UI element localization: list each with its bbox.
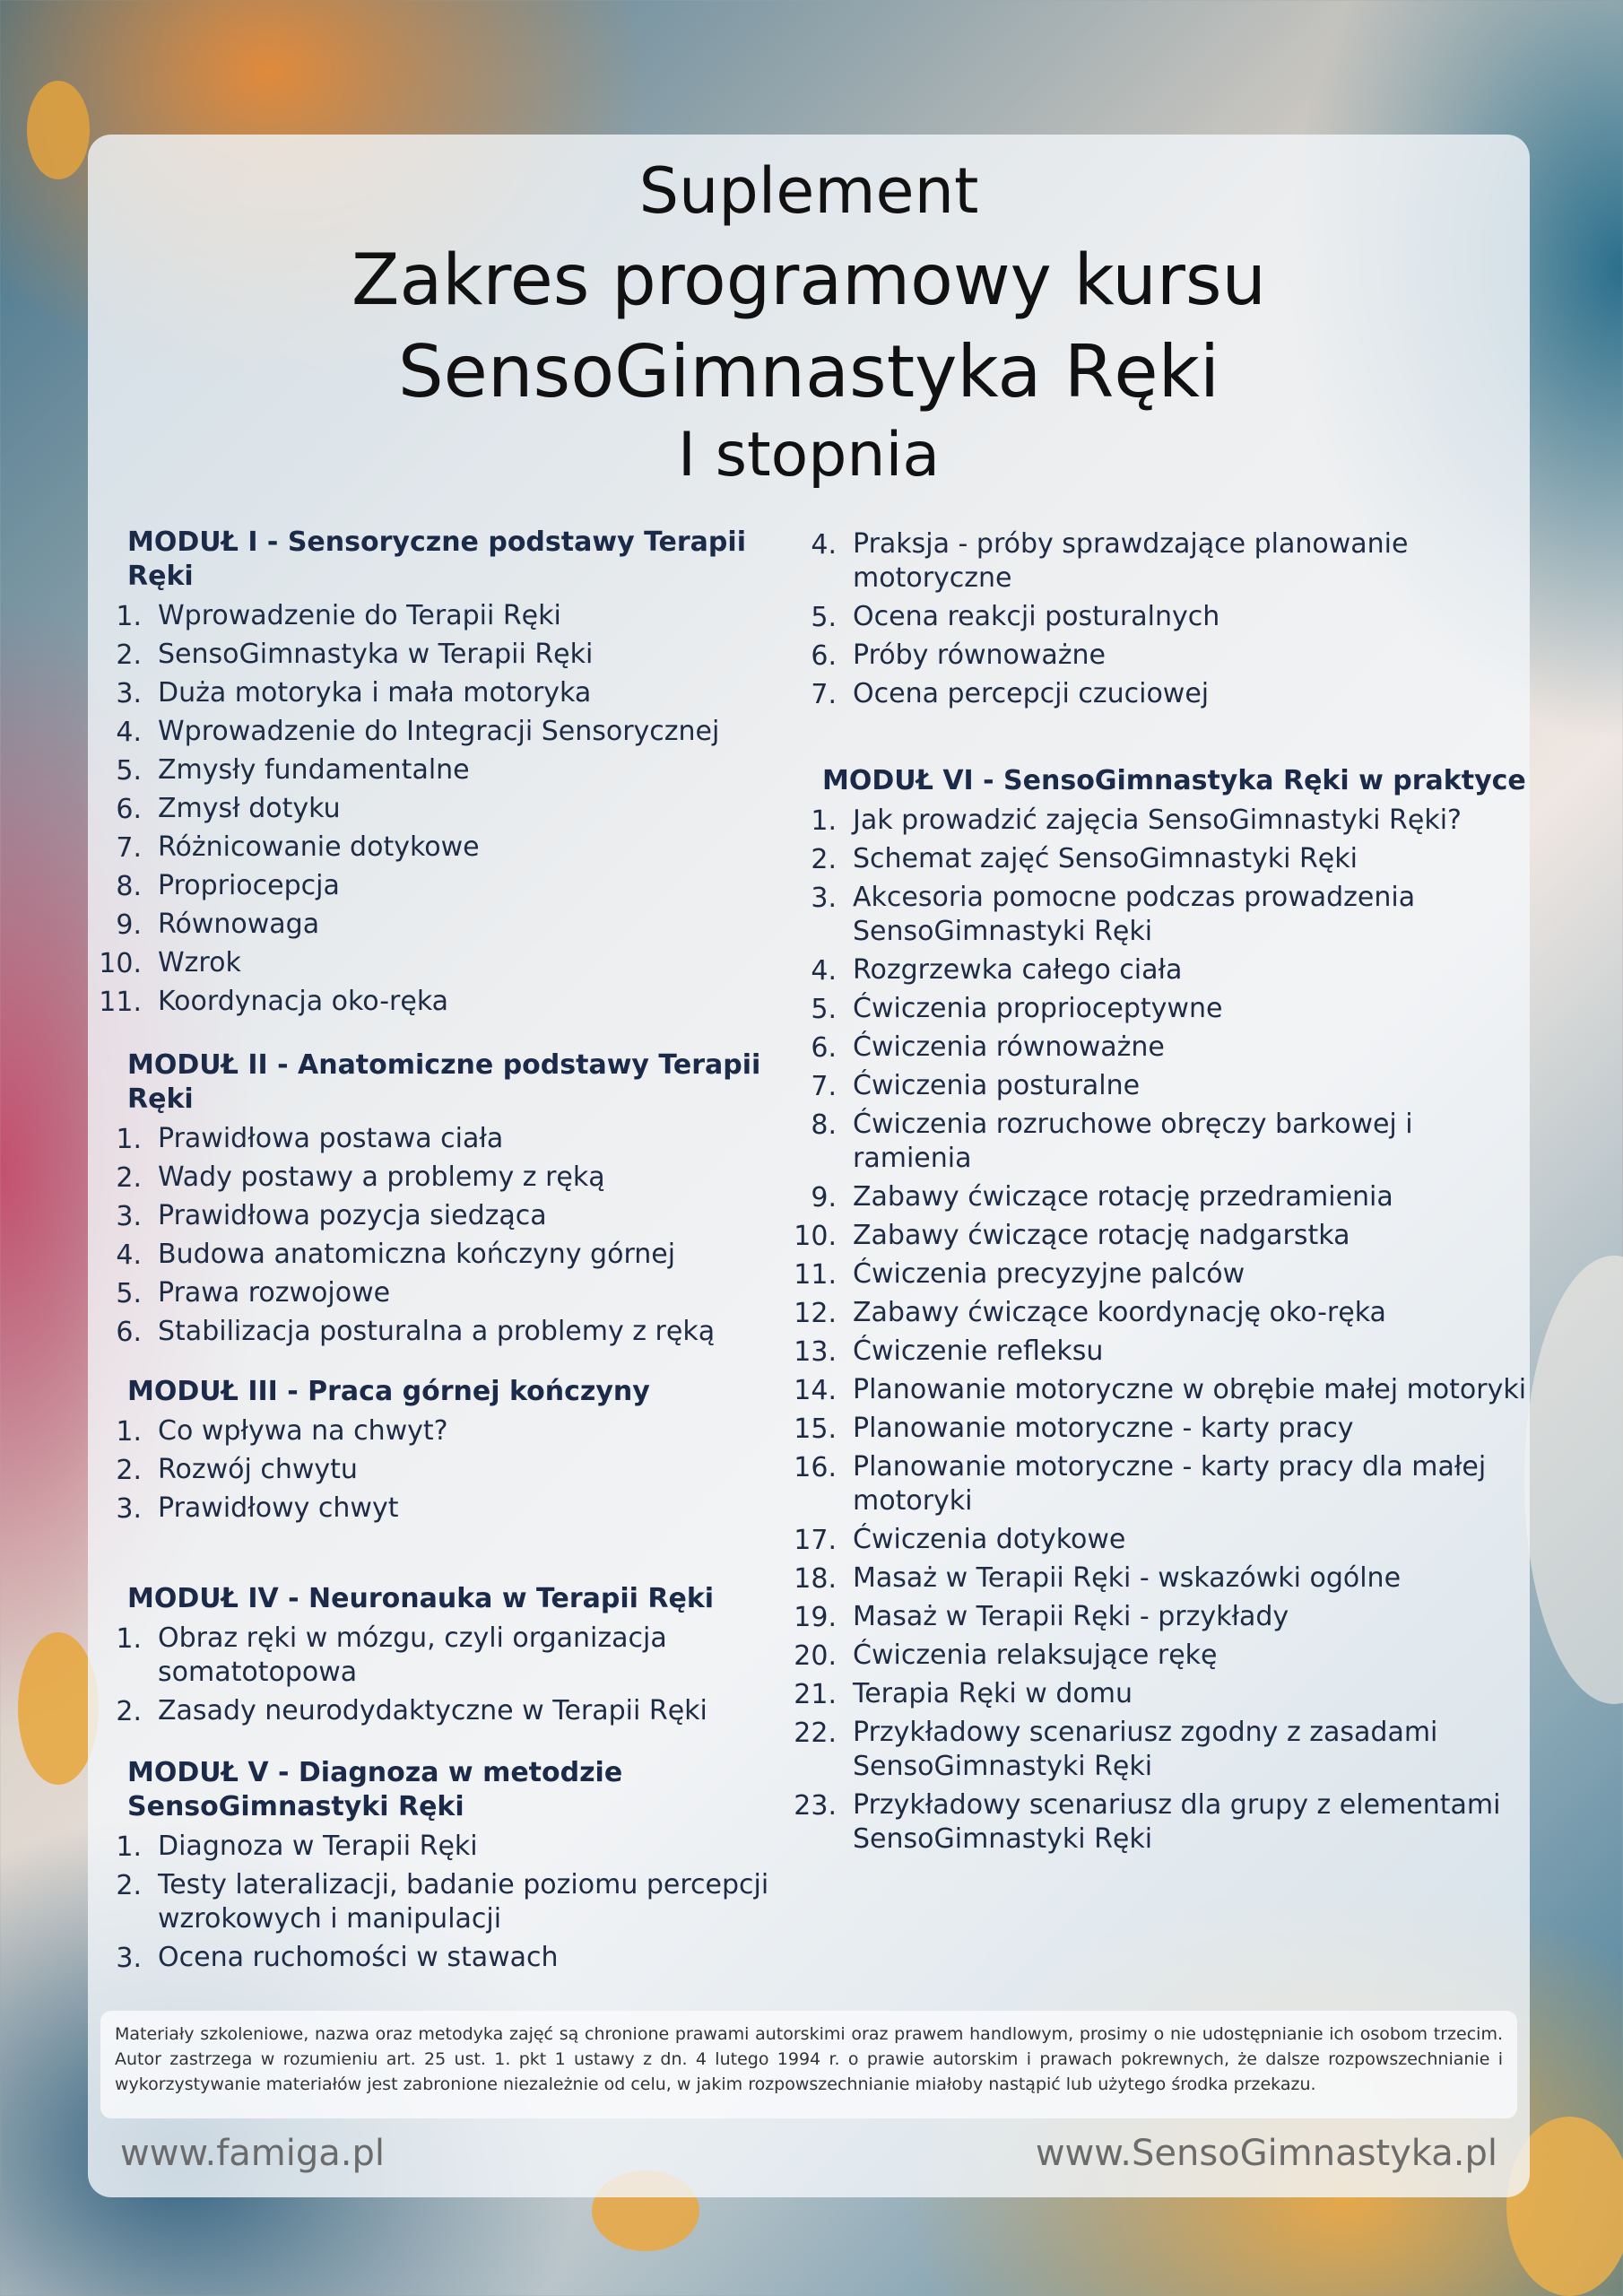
list-item	[783, 1637, 1527, 1675]
list-item-text: Co wpływa na chwyt?	[158, 1415, 448, 1447]
list-item	[783, 675, 1527, 714]
list-item-number: 11.	[794, 1259, 837, 1291]
list-item-number: 9.	[116, 909, 142, 941]
list-item	[88, 1490, 787, 1528]
module-heading: MODUŁ I - Sensoryczne podstawy Terapii Ręki	[127, 526, 746, 592]
list-item	[783, 879, 1527, 952]
list-item	[88, 1413, 787, 1451]
module-section	[88, 1048, 787, 1352]
list-item	[88, 713, 787, 752]
list-item-number: 7.	[811, 1071, 837, 1102]
list-item-text: Budowa anatomiczna kończyny górnej	[158, 1239, 676, 1270]
list-item-number: 5.	[116, 755, 142, 787]
module-heading: MODUŁ II - Anatomiczne podstawy Terapii Ręki	[127, 1049, 761, 1115]
list-item-number: 1.	[116, 1124, 142, 1155]
list-item-number: 2.	[116, 1870, 142, 1901]
list-item-number: 4.	[116, 1239, 142, 1271]
list-item	[783, 1294, 1527, 1333]
list-item-text: Ocena ruchomości w stawach	[158, 1942, 559, 1973]
list-item-text: Planowanie motoryczne - karty pracy dla małej motoryki	[853, 1451, 1487, 1517]
list-item-text: Masaż w Terapii Ręki - przykłady	[853, 1601, 1289, 1632]
list-item-text: Ocena reakcji posturalnych	[853, 601, 1220, 632]
list-item-number: 1.	[116, 1831, 142, 1863]
list-item-number: 7.	[811, 679, 837, 710]
module-section	[88, 526, 787, 1022]
list-item	[88, 674, 787, 713]
list-item	[783, 1371, 1527, 1410]
list-item-text: Duża motoryka i mała motoryka	[158, 677, 592, 709]
list-item	[783, 802, 1527, 840]
list-item-text: Akcesoria pomocne podczas prowadzenia SensoGimnastyki Ręki	[853, 882, 1416, 947]
list-item-text: Rozgrzewka całego ciała	[853, 954, 1183, 986]
footer-link-famiga[interactable]: www.famiga.pl	[120, 2133, 385, 2174]
module-section	[783, 526, 1527, 714]
list-item-number: 2.	[116, 639, 142, 671]
list-item-number: 14.	[794, 1375, 837, 1406]
list-item	[783, 840, 1527, 879]
list-item-number: 12.	[794, 1298, 837, 1329]
list-item	[88, 1828, 787, 1866]
list-item-number: 4.	[116, 717, 142, 748]
list-item-text: Wzrok	[158, 947, 241, 978]
list-item-text: Zmysły fundamentalne	[158, 754, 470, 786]
list-item-number: 3.	[116, 1493, 142, 1525]
background-decoration	[18, 1632, 99, 1785]
list-item-number: 19.	[794, 1602, 837, 1633]
list-item-text: Koordynacja oko-ręka	[158, 986, 449, 1017]
list-item-number: 1.	[116, 1416, 142, 1448]
list-item-text: Diagnoza w Terapii Ręki	[158, 1831, 478, 1862]
list-item-number: 4.	[811, 529, 837, 561]
list-item	[783, 1178, 1527, 1217]
list-item-text: Rozwój chwytu	[158, 1454, 358, 1485]
list-item-text: Ćwiczenie refleksu	[853, 1335, 1104, 1367]
list-item-number: 6.	[811, 1032, 837, 1064]
list-item	[783, 1410, 1527, 1448]
list-item	[88, 1236, 787, 1274]
list-item-text: Zabawy ćwiczące rotację nadgarstka	[853, 1220, 1350, 1251]
list-item-number: 2.	[116, 1455, 142, 1486]
list-item	[783, 526, 1527, 598]
list-item	[783, 1560, 1527, 1598]
list-item-text: Przykładowy scenariusz zgodny z zasadami SensoGimnastyki Ręki	[853, 1717, 1438, 1782]
list-item-text: Ćwiczenia relaksujące rękę	[853, 1639, 1218, 1671]
module-topic-list	[88, 597, 787, 1022]
list-item-number: 10.	[794, 1221, 837, 1252]
list-item	[88, 752, 787, 790]
list-item-number: 5.	[811, 602, 837, 633]
content-panel	[88, 135, 1530, 2197]
list-item-number: 6.	[116, 794, 142, 825]
list-item-number: 3.	[116, 1943, 142, 1974]
module-heading: MODUŁ IV - Neuronauka w Terapii Ręki	[127, 1583, 715, 1614]
list-item-number: 3.	[811, 883, 837, 914]
list-item	[783, 1217, 1527, 1256]
module-topic-list	[783, 526, 1527, 714]
list-item-text: Testy lateralizacji, badanie poziomu percepcji wzrokowych i manipulacji	[158, 1869, 769, 1935]
list-item-text: Obraz ręki w mózgu, czyli organizacja somatotopowa	[158, 1622, 667, 1688]
list-item-number: 6.	[116, 1317, 142, 1348]
list-item-text: Masaż w Terapii Ręki - wskazówki ogólne	[853, 1562, 1402, 1594]
list-item-text: Zasady neurodydaktyczne w Terapii Ręki	[158, 1695, 707, 1726]
list-item	[783, 1029, 1527, 1067]
list-item-text: Przykładowy scenariusz dla grupy z elementami SensoGimnastyki Ręki	[853, 1789, 1501, 1855]
list-item-number: 1.	[811, 805, 837, 837]
list-item	[88, 1620, 787, 1692]
background-decoration	[1524, 1256, 1623, 1704]
right-column	[783, 526, 1527, 1859]
list-item	[783, 1675, 1527, 1714]
list-item	[88, 1866, 787, 1939]
list-item	[783, 1256, 1527, 1294]
list-item-text: Wprowadzenie do Integracji Sensorycznej	[158, 716, 720, 747]
list-item	[783, 637, 1527, 675]
list-item-text: Ćwiczenia posturalne	[853, 1070, 1141, 1101]
list-item-number: 16.	[794, 1452, 837, 1483]
list-item-text: Praksja - próby sprawdzające planowanie motoryczne	[853, 528, 1409, 594]
module-topic-list	[783, 802, 1527, 1859]
list-item	[88, 1120, 787, 1159]
list-item-text: Planowanie motoryczne - karty pracy	[853, 1413, 1354, 1444]
list-item	[88, 1274, 787, 1313]
list-item-text: Zabawy ćwiczące rotację przedramienia	[853, 1181, 1393, 1213]
title-course-scope: Zakres programowy kursu	[352, 240, 1266, 321]
list-item-text: SensoGimnastyka w Terapii Ręki	[158, 639, 594, 670]
list-item-number: 2.	[811, 844, 837, 875]
list-item-text: Propriocepcja	[158, 870, 340, 901]
title-level: I stopnia	[677, 420, 941, 491]
list-item-number: 2.	[116, 1162, 142, 1194]
list-item	[88, 944, 787, 983]
list-item-text: Zabawy ćwiczące koordynację oko-ręka	[853, 1297, 1386, 1328]
list-item-text: Prawidłowa pozycja siedząca	[158, 1200, 547, 1231]
list-item	[88, 1159, 787, 1197]
list-item-text: Prawa rozwojowe	[158, 1277, 391, 1309]
list-item	[88, 1313, 787, 1352]
list-item	[88, 1451, 787, 1490]
list-item	[783, 952, 1527, 990]
list-item-number: 3.	[116, 678, 142, 709]
list-item-number: 1.	[116, 1623, 142, 1655]
list-item-number: 18.	[794, 1563, 837, 1595]
list-item-number: 5.	[811, 994, 837, 1025]
list-item-number: 20.	[794, 1640, 837, 1672]
list-item-text: Stabilizacja posturalna a problemy z ręką	[158, 1316, 716, 1347]
list-item-text: Prawidłowy chwyt	[158, 1492, 399, 1524]
module-topic-list	[88, 1413, 787, 1528]
list-item-number: 7.	[116, 832, 142, 864]
list-item-text: Zmysł dotyku	[158, 793, 341, 824]
list-item	[783, 990, 1527, 1029]
list-item-number: 21.	[794, 1679, 837, 1710]
list-item-text: Ćwiczenia równoważne	[853, 1031, 1165, 1063]
title-course-name: SensoGimnastyka Ręki	[397, 330, 1220, 413]
list-item-text: Różnicowanie dotykowe	[158, 831, 480, 863]
list-item-number: 10.	[99, 948, 142, 979]
module-heading: MODUŁ V - Diagnoza w metodzie SensoGimnastyki Ręki	[127, 1757, 623, 1822]
list-item	[783, 1598, 1527, 1637]
left-column	[88, 526, 787, 1978]
background-decoration	[27, 81, 90, 179]
list-item	[783, 598, 1527, 637]
module-topic-list	[88, 1620, 787, 1731]
list-item	[88, 1692, 787, 1731]
module-heading: MODUŁ III - Praca górnej kończyny	[127, 1376, 650, 1407]
list-item-text: Jak prowadzić zajęcia SensoGimnastyki Ręki?	[853, 804, 1462, 836]
list-item-text: Wady postawy a problemy z ręką	[158, 1161, 605, 1193]
list-item-number: 3.	[116, 1201, 142, 1232]
list-item	[88, 790, 787, 829]
copyright-notice: Materiały szkoleniowe, nazwa oraz metodyka zajęć są chronione prawami autorskimi oraz prawem handlowym, prosimy o nie udostępnianie ich osobom trzecim. Autor zastrzega w rozumieniu art. 25 ust. 1. pkt 1 ustawy z dn. 4 lutego 1994 r. o prawie autorskim i prawach pokrewnych, że dalsze rozpowszechnianie i wykorzystywanie materiałów jest zabronione niezależnie od celu, w jakim rozpowszechnianie miałoby nastąpić lub użytego środka przekazu.	[100, 2011, 1517, 2118]
list-item	[783, 1067, 1527, 1106]
list-item	[88, 867, 787, 906]
module-section	[88, 1582, 787, 1731]
list-item-text: Ocena percepcji czuciowej	[853, 678, 1210, 709]
list-item	[88, 636, 787, 674]
module-section	[88, 1756, 787, 1978]
title-supplement: Suplement	[638, 154, 979, 228]
list-item-number: 5.	[116, 1278, 142, 1309]
list-item-number: 11.	[99, 987, 142, 1018]
list-item	[783, 1521, 1527, 1560]
list-item	[88, 597, 787, 636]
module-topic-list	[88, 1120, 787, 1352]
footer-link-sensogimnastyka[interactable]: www.SensoGimnastyka.pl	[1035, 2133, 1497, 2174]
list-item	[783, 1106, 1527, 1178]
list-item-text: Ćwiczenia rozruchowe obręczy barkowej i ramienia	[853, 1109, 1413, 1174]
list-item-text: Terapia Ręki w domu	[853, 1678, 1133, 1709]
list-item-text: Wprowadzenie do Terapii Ręki	[158, 600, 561, 631]
list-item	[783, 1787, 1527, 1859]
list-item-text: Ćwiczenia proprioceptywne	[853, 993, 1223, 1024]
list-item-number: 23.	[794, 1790, 837, 1822]
list-item-number: 13.	[794, 1336, 837, 1368]
list-item-text: Planowanie motoryczne w obrębie małej motoryki	[853, 1374, 1527, 1405]
list-item	[783, 1333, 1527, 1371]
list-item-text: Równowaga	[158, 909, 320, 940]
module-heading: MODUŁ VI - SensoGimnastyka Ręki w praktyce	[822, 765, 1526, 796]
list-item	[88, 906, 787, 944]
list-item	[88, 829, 787, 867]
list-item-number: 2.	[116, 1696, 142, 1727]
list-item	[88, 1197, 787, 1236]
list-item	[88, 1939, 787, 1978]
list-item-text: Próby równoważne	[853, 639, 1106, 671]
list-item-number: 8.	[811, 1109, 837, 1141]
module-topic-list	[88, 1828, 787, 1978]
list-item-text: Ćwiczenia dotykowe	[853, 1524, 1126, 1555]
list-item-text: Schemat zajęć SensoGimnastyki Ręki	[853, 843, 1358, 874]
list-item	[783, 1448, 1527, 1521]
list-item-number: 1.	[116, 601, 142, 632]
list-item-number: 8.	[116, 871, 142, 902]
list-item-number: 17.	[794, 1525, 837, 1556]
list-item	[88, 983, 787, 1022]
list-item-number: 15.	[794, 1413, 837, 1445]
list-item-text: Ćwiczenia precyzyjne palców	[853, 1258, 1245, 1290]
module-section	[783, 764, 1527, 1859]
list-item-number: 9.	[811, 1182, 837, 1213]
list-item-number: 22.	[794, 1718, 837, 1749]
list-item	[783, 1714, 1527, 1787]
list-item-number: 4.	[811, 955, 837, 987]
list-item-number: 6.	[811, 640, 837, 672]
list-item-text: Prawidłowa postawa ciała	[158, 1123, 504, 1154]
module-section	[88, 1375, 787, 1528]
